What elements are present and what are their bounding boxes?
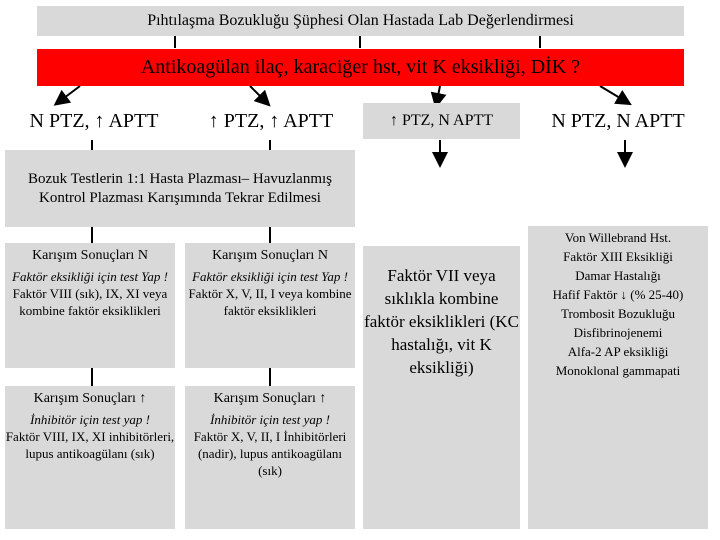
- normal-result-list: [528, 226, 708, 529]
- cell-bottom-left: [5, 386, 175, 529]
- cell-detail: Faktör VIII (sık), IX, XI veya kombine faktör eksiklikleri: [12, 286, 168, 318]
- pt-only-result: Faktör VII veya sıklıkla kombine faktör eksiklikleri (KC hastalığı, vit K eksikliği): [363, 246, 520, 529]
- cell-header: Karışım Sonuçları ↑: [33, 391, 147, 406]
- column-header-1: N PTZ, ↑ APTT: [29, 109, 159, 132]
- column-arrow: [60, 86, 80, 101]
- column-header-2: ↑ PTZ, ↑ APTT: [208, 109, 334, 132]
- column-arrow: [600, 86, 625, 101]
- mix-test-box: Bozuk Testlerin 1:1 Hasta Plazması– Havuzlanmış Kontrol Plazması Karışımında Tekrar Edilmesi: [5, 150, 355, 227]
- normal-result-item: Alfa-2 AP eksikliği: [567, 344, 669, 359]
- cell-top-right: [185, 243, 355, 368]
- cell-header: Karışım Sonuçları N: [32, 248, 148, 263]
- red-banner: Antikoagülan ilaç, karaciğer hst, vit K eksikliği, DİK ?: [37, 49, 684, 86]
- normal-result-item: Monoklonal gammapati: [555, 363, 681, 378]
- normal-result-item: Damar Hastalığı: [575, 268, 661, 283]
- cell-detail: Faktör X, V, II, I veya kombine faktör eksiklikleri: [188, 286, 352, 318]
- normal-result-item: Faktör XIII Eksikliği: [563, 249, 673, 264]
- normal-result-item: Disfibrinojenemi: [573, 325, 663, 340]
- column-arrow: [437, 86, 440, 101]
- cell-detail: Faktör X, V, II, I İnhibitörleri (nadir), lupus antikoagülanı (sık): [193, 429, 347, 478]
- cell-detail: Faktör VIII, IX, XI inhibitörleri, lupus antikoagülanı (sık): [5, 429, 175, 461]
- cell-top-left: [5, 243, 175, 368]
- normal-result-item: Trombosit Bozukluğu: [560, 306, 675, 321]
- cell-instruction: İnhibitör için test yap !: [210, 412, 330, 427]
- cell-header: Karışım Sonuçları N: [212, 248, 328, 263]
- normal-result-item: Hafif Faktör ↓ (% 25-40): [552, 287, 684, 302]
- cell-instruction: Faktör eksikliği için test Yap !: [192, 269, 348, 284]
- cell-header: Karışım Sonuçları ↑: [213, 391, 327, 406]
- column-header-4: N PTZ, N APTT: [551, 109, 685, 132]
- cell-bottom-right: [185, 386, 355, 529]
- chart-title: Pıhtılaşma Bozukluğu Şüphesi Olan Hastada Lab Değerlendirmesi: [37, 6, 684, 36]
- column-arrow: [250, 86, 265, 101]
- normal-result-item: Von Willebrand Hst.: [564, 230, 672, 245]
- cell-instruction: Faktör eksikliği için test Yap !: [12, 269, 168, 284]
- column-header-3: ↑ PTZ, N APTT: [363, 103, 520, 139]
- cell-instruction: İnhibitör için test yap !: [30, 412, 150, 427]
